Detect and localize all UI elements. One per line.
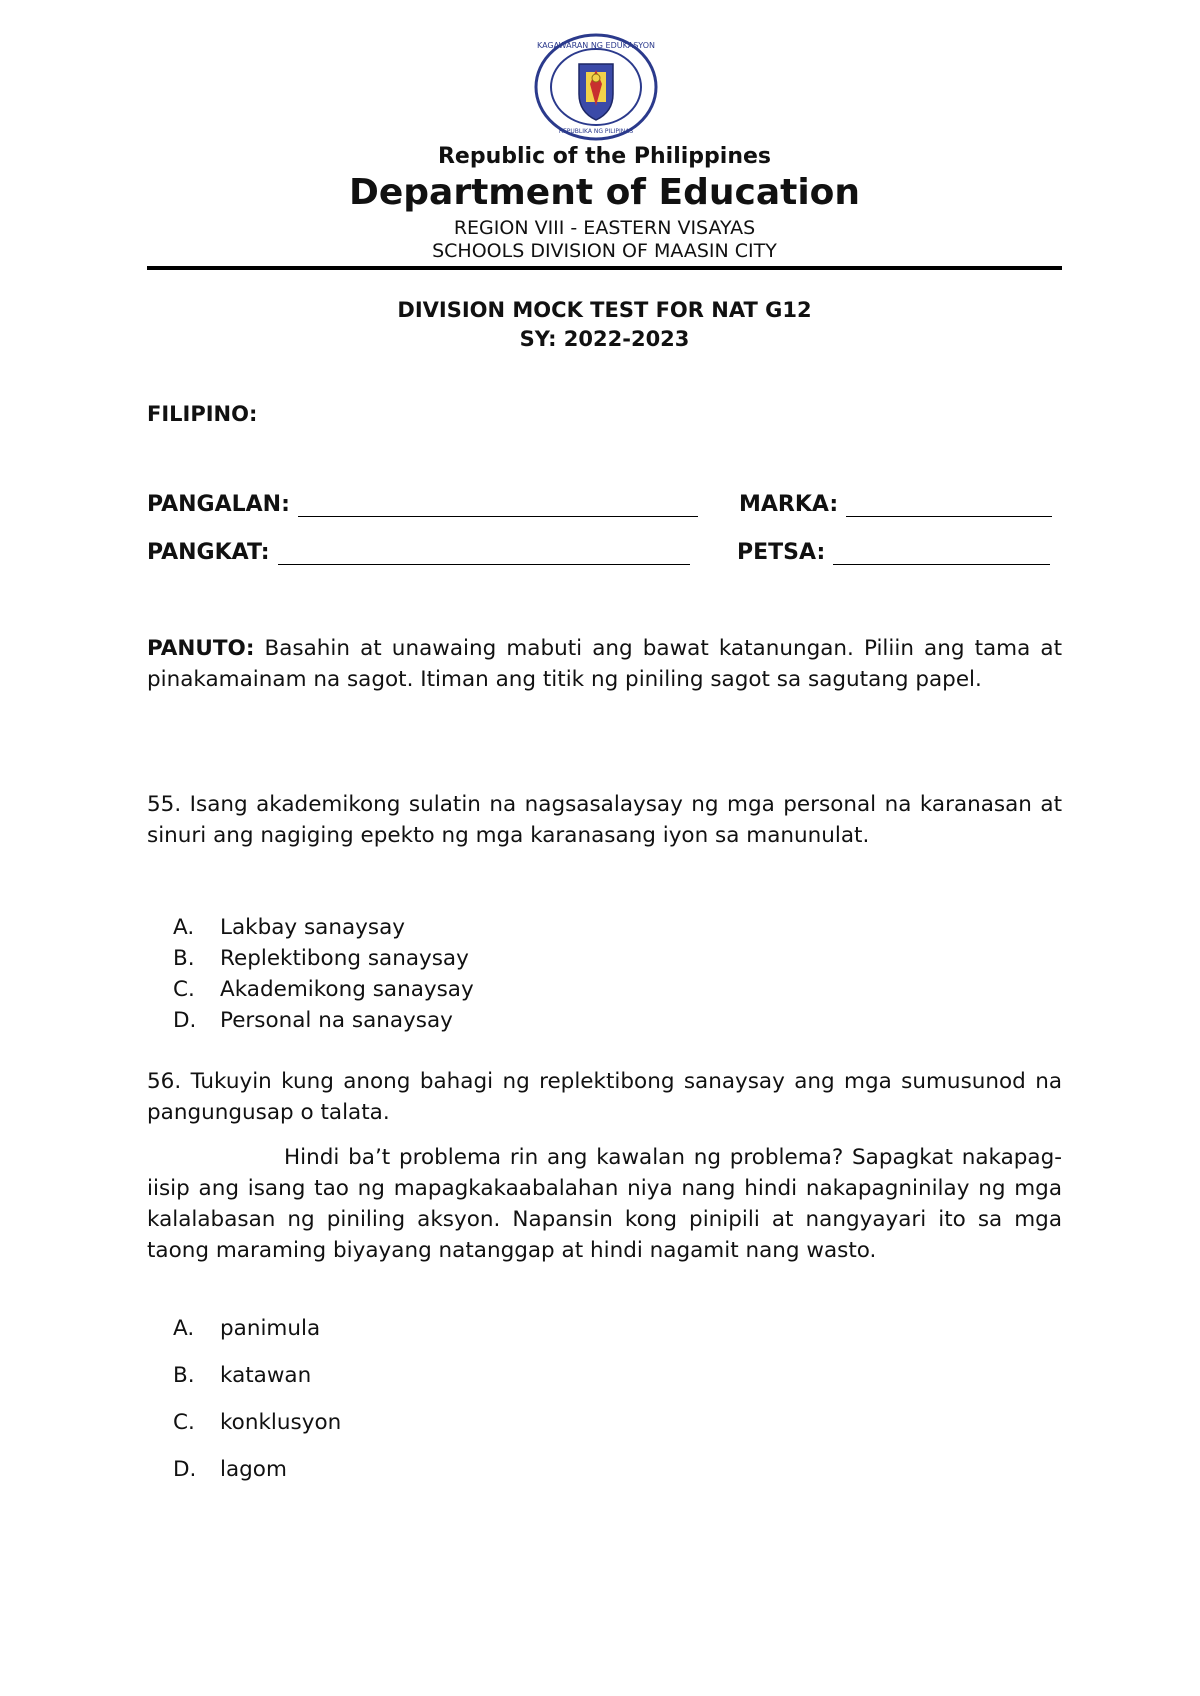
choice-text: panimula: [220, 1316, 321, 1341]
choice-letter: C.: [173, 977, 195, 1002]
name-field: [147, 492, 698, 517]
school-year: SY: 2022-2023: [519, 327, 690, 351]
score-blank[interactable]: [846, 494, 1052, 517]
republic-heading: Republic of the Philippines: [437, 144, 772, 169]
instructions-text: Basahin at unawaing mabuti ang bawat katanungan. Piliin ang tama at pinakamainam na sagot. Itiman ang titik ng piniling sagot sa sagutang papel.: [147, 636, 1062, 692]
choice-text: Personal na sanaysay: [220, 1008, 453, 1033]
choice-letter: A.: [173, 1316, 195, 1341]
choice-55-b[interactable]: [173, 943, 474, 974]
choice-letter: B.: [173, 946, 195, 971]
name-blank[interactable]: [298, 494, 698, 517]
question-55-choices: [173, 912, 474, 1036]
section-blank[interactable]: [278, 542, 690, 565]
division-label: SCHOOLS DIVISION OF MAASIN CITY: [432, 240, 777, 262]
question-56-choices: [173, 1313, 341, 1501]
date-label: PETSA:: [737, 540, 826, 565]
svg-text:KAGAWARAN NG EDUKASYON: KAGAWARAN NG EDUKASYON: [536, 41, 656, 50]
section-label: PANGKAT:: [147, 540, 270, 565]
choice-56-b[interactable]: [173, 1360, 341, 1407]
choice-text: konklusyon: [220, 1410, 342, 1435]
choice-55-a[interactable]: [173, 912, 474, 943]
question-56-passage: Hindi ba’t problema rin ang kawalan ng problema? Sapagkat nakapag-iisip ang isang tao ng mapagkakaabalahan niya nang hindi nakapagninilay ng mga kalalabasan ng piniling aksyon. Napansin kong pinipili at nangyayari ito sa mga taong maraming biyayang natanggap at hindi nagamit nang wasto.: [147, 1145, 1062, 1263]
score-field: [739, 492, 1052, 517]
choice-letter: D.: [173, 1457, 197, 1482]
choice-56-c[interactable]: [173, 1407, 341, 1454]
test-title: DIVISION MOCK TEST FOR NAT G12: [397, 298, 812, 322]
choice-56-d[interactable]: [173, 1454, 341, 1501]
svg-text:REPUBLIKA NG PILIPINAS: REPUBLIKA NG PILIPINAS: [558, 128, 634, 135]
choice-text: Replektibong sanaysay: [220, 946, 469, 971]
choice-text: lagom: [220, 1457, 287, 1482]
choice-55-c[interactable]: [173, 974, 474, 1005]
question-56: 56. Tukuyin kung anong bahagi ng replektibong sanaysay ang mga sumusunod na pangungusap o talata.: [147, 1069, 1062, 1125]
instructions: [147, 633, 1062, 695]
date-field: [737, 540, 1050, 565]
choice-55-d[interactable]: [173, 1005, 474, 1036]
instructions-label: PANUTO:: [147, 636, 255, 661]
name-label: PANGALAN:: [147, 492, 290, 517]
header-divider: [147, 266, 1062, 270]
section-field: [147, 540, 690, 565]
score-label: MARKA:: [739, 492, 839, 517]
choice-text: Akademikong sanaysay: [220, 977, 474, 1002]
date-blank[interactable]: [833, 542, 1050, 565]
choice-56-a[interactable]: [173, 1313, 341, 1360]
region-label: REGION VIII - EASTERN VISAYAS: [453, 217, 756, 239]
choice-letter: C.: [173, 1410, 195, 1435]
choice-text: katawan: [220, 1363, 312, 1388]
deped-seal-logo: [533, 32, 659, 142]
subject-label: FILIPINO:: [147, 402, 258, 426]
exam-page: [147, 0, 1062, 1696]
question-55: 55. Isang akademikong sulatin na nagsasalaysay ng mga personal na karanasan at sinuri ang nagiging epekto ng mga karanasang iyon sa manunulat.: [147, 792, 1062, 848]
choice-letter: A.: [173, 915, 195, 940]
choice-text: Lakbay sanaysay: [220, 915, 405, 940]
choice-letter: D.: [173, 1008, 197, 1033]
choice-letter: B.: [173, 1363, 195, 1388]
department-heading: Department of Education: [348, 172, 861, 213]
